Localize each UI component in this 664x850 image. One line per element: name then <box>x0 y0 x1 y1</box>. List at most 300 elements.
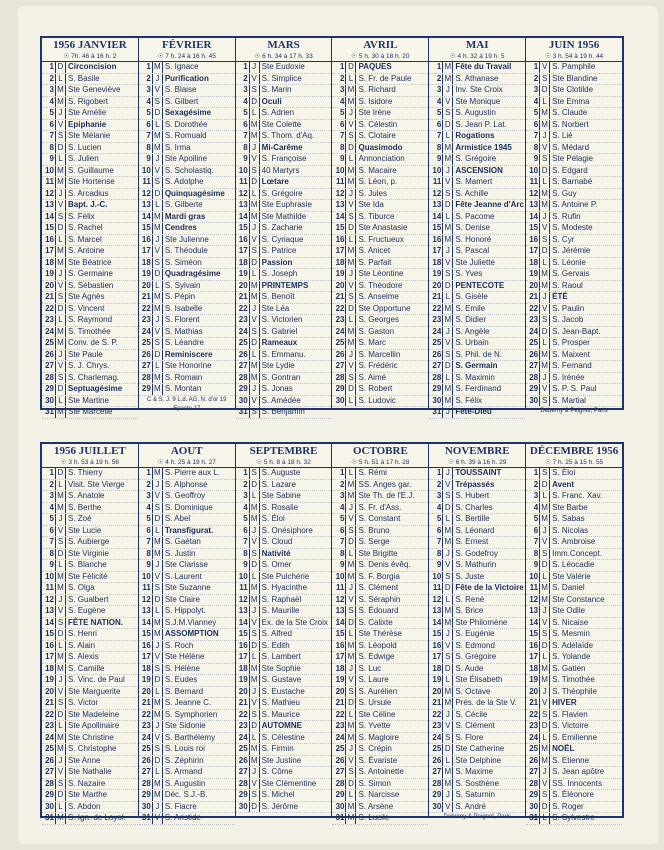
weekday-letter: J <box>442 246 453 257</box>
saint-name: Déc. S.J.-B. <box>164 790 208 799</box>
day-number: 28 <box>141 778 151 788</box>
saint-name: S. Antoine <box>68 246 105 255</box>
saint-name: Ste Mélanie <box>68 131 111 140</box>
weekday-letter: D <box>55 549 66 560</box>
saint-name: S. Victorien <box>261 315 303 324</box>
weekday-letter: M <box>249 292 260 303</box>
day-number: 13 <box>238 200 248 209</box>
saint-name: S. Michel <box>261 790 295 799</box>
weekday-letter: M <box>152 212 163 223</box>
weekday-letter: L <box>152 281 163 292</box>
day-number: 15 <box>45 629 54 638</box>
day-number: 23 <box>141 721 151 730</box>
day-row <box>429 767 525 779</box>
weekday-letter: L <box>539 338 550 349</box>
day-row <box>42 281 138 293</box>
saint-name: Ste Mathilde <box>261 211 307 221</box>
day-row <box>429 200 525 212</box>
weekday-letter: L <box>345 549 356 560</box>
saint-name: S. Antoinette <box>358 767 404 776</box>
weekday-letter: L <box>345 154 356 165</box>
day-row <box>236 223 332 235</box>
day-number: 10 <box>335 165 345 175</box>
day-number: 20 <box>529 280 539 290</box>
weekday-letter: J <box>55 269 66 280</box>
saint-name: S. F. Borgia <box>358 571 400 581</box>
month-title: MAI <box>465 39 489 51</box>
weekday-letter: M <box>152 373 163 384</box>
day-number: 10 <box>529 571 539 581</box>
saint-name: S. Eugène <box>68 606 106 615</box>
day-number: 8 <box>340 548 345 558</box>
weekday-letter: J <box>539 212 550 223</box>
day-number: 8 <box>340 142 345 152</box>
day-number: 15 <box>141 629 151 638</box>
weekday-letter: D <box>539 480 550 491</box>
saint-name: FÊTE NATION. <box>68 617 123 627</box>
month-column <box>331 38 428 408</box>
weekday-letter: J <box>55 514 66 525</box>
day-number: 13 <box>432 606 442 615</box>
day-row <box>139 166 235 178</box>
day-row <box>236 802 332 814</box>
day-number: 10 <box>141 165 151 175</box>
weekday-letter: M <box>442 526 453 537</box>
weekday-letter: D <box>249 802 260 813</box>
day-number: 23 <box>529 721 539 730</box>
weekday-letter: M <box>539 583 550 594</box>
saint-name: S. Edgard <box>552 165 588 175</box>
day-number: 17 <box>238 652 248 661</box>
day-row <box>236 687 332 699</box>
month-title: OCTOBRE <box>352 445 408 457</box>
saint-name: S. Rémi <box>358 468 387 477</box>
day-number: 21 <box>45 698 54 707</box>
day-number: 25 <box>141 338 151 347</box>
day-number: 19 <box>432 269 442 278</box>
day-number: 31 <box>238 407 248 416</box>
day-number: 12 <box>335 188 345 198</box>
day-row <box>429 108 525 120</box>
weekday-letter: S <box>152 338 163 349</box>
day-number: 9 <box>146 154 151 163</box>
weekday-letter: M <box>249 514 260 525</box>
saint-name: S. Emilienne <box>552 732 598 742</box>
weekday-letter: S <box>55 292 66 303</box>
saint-name: S. Symphorien <box>164 709 218 719</box>
day-row <box>332 327 428 339</box>
saint-name: S. Anatole <box>68 491 105 500</box>
day-number: 7 <box>49 131 54 140</box>
day-row <box>429 802 525 814</box>
saint-name: S. Etienne <box>552 755 590 765</box>
weekday-letter: D <box>55 629 66 640</box>
day-number: 18 <box>335 663 345 673</box>
day-row <box>139 480 235 492</box>
saint-name: S. Scholastiq. <box>164 165 214 175</box>
day-row <box>526 62 622 74</box>
weekday-letter: D <box>345 618 356 629</box>
day-number: 27 <box>45 767 54 776</box>
day-number: 22 <box>45 709 54 719</box>
weekday-letter: M <box>249 200 260 211</box>
day-number: 3 <box>49 85 54 94</box>
saint-name: S. Flavien <box>552 709 588 719</box>
day-number: 13 <box>45 606 54 615</box>
weekday-letter: S <box>249 468 260 479</box>
day-row <box>236 200 332 212</box>
weekday-letter: S <box>55 618 66 629</box>
day-row <box>526 675 622 687</box>
day-row <box>332 687 428 699</box>
day-row <box>236 235 332 247</box>
weekday-letter: J <box>249 384 260 395</box>
day-number: 4 <box>146 96 151 106</box>
saint-name: Ste Thérèse <box>358 629 402 638</box>
day-number: 2 <box>533 479 539 489</box>
day-number: 29 <box>45 790 54 799</box>
saint-name: S. Hélène <box>164 663 200 673</box>
saint-name: S. Basile <box>68 73 100 83</box>
saint-name: Transfigurat. <box>164 525 214 535</box>
saint-name: S. Grégoire <box>455 652 497 661</box>
weekday-letter: M <box>345 802 356 813</box>
day-number: 29 <box>238 790 248 799</box>
day-row <box>526 629 622 641</box>
day-number: 6 <box>49 525 54 535</box>
day-number: 3 <box>146 85 151 94</box>
weekday-letter: L <box>152 526 163 537</box>
saint-name: S. Ursule <box>358 698 392 707</box>
day-row <box>526 200 622 212</box>
day-row <box>526 641 622 653</box>
day-row <box>332 733 428 745</box>
sunrise-sunset: ☉ 4 h. 25 à 19 h. 27 <box>139 458 235 468</box>
saint-name: S. Jérôme <box>261 801 299 811</box>
saint-name: Ste Sidonie <box>164 721 206 730</box>
weekday-letter: S <box>539 74 550 85</box>
weekday-letter: J <box>152 721 163 732</box>
saint-name: S. Benjamin <box>261 407 305 416</box>
saint-name: S. Victoire <box>552 721 589 730</box>
weekday-letter: S <box>249 790 260 801</box>
saint-name: S. Maurille <box>261 606 300 615</box>
weekday-letter: M <box>345 480 356 491</box>
weekday-letter: M <box>539 675 550 686</box>
day-number: 20 <box>335 686 345 696</box>
day-row <box>332 74 428 86</box>
day-row <box>332 269 428 281</box>
saint-name: Avent <box>552 479 575 489</box>
day-row <box>332 304 428 316</box>
day-number: 10 <box>238 571 248 581</box>
weekday-letter: S <box>539 710 550 721</box>
weekday-letter: D <box>249 480 260 491</box>
day-number: 28 <box>432 372 442 382</box>
day-row <box>526 327 622 339</box>
day-number: 12 <box>335 594 345 604</box>
day-number: 25 <box>529 338 539 347</box>
weekday-letter: V <box>539 62 550 73</box>
day-row <box>139 350 235 362</box>
saint-name: S. Fr. de Paule <box>358 73 412 83</box>
day-row <box>429 85 525 97</box>
day-number: 30 <box>432 395 442 405</box>
saint-name: Ste Apolline <box>164 154 208 163</box>
weekday-letter: V <box>539 779 550 790</box>
day-row <box>332 396 428 408</box>
saint-name: S. Mesmin <box>552 629 590 638</box>
saint-name: S. Zéphirin <box>164 755 204 765</box>
day-row <box>429 120 525 132</box>
weekday-letter: D <box>442 664 453 675</box>
day-number: 3 <box>340 491 345 500</box>
day-row <box>429 97 525 109</box>
day-number: 1 <box>340 468 345 477</box>
saint-name: S. Séraphin <box>358 594 401 604</box>
saint-name: S. J. Chrys. <box>68 361 110 370</box>
day-number: 28 <box>432 778 442 788</box>
day-number: 20 <box>238 280 248 290</box>
day-number: 7 <box>243 131 248 140</box>
weekday-letter: L <box>152 606 163 617</box>
weekday-letter: J <box>442 407 453 418</box>
saint-name: Sexagésime <box>164 108 212 117</box>
saint-name: S. P. S. Paul <box>552 384 597 393</box>
day-row <box>236 549 332 561</box>
day-row <box>236 790 332 802</box>
saint-name: Ste Léa <box>261 303 290 313</box>
saint-name: Ste Juliette <box>455 257 495 267</box>
weekday-letter: S <box>345 373 356 384</box>
day-row <box>526 281 622 293</box>
saint-name: S. Rosalie <box>261 502 299 512</box>
weekday-letter: J <box>55 350 66 361</box>
weekday-letter: J <box>152 154 163 165</box>
weekday-letter: S <box>249 327 260 338</box>
weekday-letter: S <box>345 606 356 617</box>
weekday-letter: V <box>539 618 550 629</box>
day-number: 24 <box>45 732 54 742</box>
day-row <box>429 373 525 385</box>
saint-name: S. Angèle <box>455 326 490 336</box>
weekday-letter: L <box>249 189 260 200</box>
saint-name: PRINTEMPS <box>261 280 309 290</box>
weekday-letter: S <box>152 258 163 269</box>
day-row <box>332 166 428 178</box>
day-row <box>526 154 622 166</box>
month-column <box>331 444 428 822</box>
saint-name: S. Justin <box>164 548 196 558</box>
day-row <box>429 350 525 362</box>
weekday-letter: M <box>345 338 356 349</box>
saint-name: Inv. Ste Croix <box>455 85 503 94</box>
saint-name: S. Éloi <box>552 468 576 477</box>
day-number: 11 <box>239 177 248 186</box>
day-number: 29 <box>529 384 539 393</box>
saint-name: S. Théophile <box>552 686 597 696</box>
day-row <box>42 396 138 408</box>
weekday-letter: D <box>249 177 260 188</box>
day-number: 24 <box>238 326 248 336</box>
day-row <box>526 710 622 722</box>
day-number: 16 <box>141 234 151 244</box>
day-row <box>236 664 332 676</box>
day-number: 4 <box>146 502 151 512</box>
saint-name: S. Mathieu <box>261 698 300 707</box>
weekday-letter: L <box>249 350 260 361</box>
day-row <box>236 652 332 664</box>
saint-name: S. Dorothée <box>164 119 208 129</box>
weekday-letter: L <box>442 514 453 525</box>
saint-name: S. Hyacinthe <box>261 583 308 592</box>
sunrise-sunset: ☉ 5 h. 8 à 18 h. 32 <box>236 458 332 468</box>
day-row <box>526 572 622 584</box>
saint-name: S. Juste <box>455 571 485 581</box>
saint-name: Ste Colette <box>261 119 302 129</box>
saint-name: S. Pacome <box>455 211 495 221</box>
weekday-letter: L <box>55 721 66 732</box>
saint-name: S. Antoine P. <box>552 200 598 209</box>
day-number: 6 <box>436 119 442 129</box>
day-number: 17 <box>45 246 54 255</box>
day-row <box>332 652 428 664</box>
weekday-letter: D <box>442 583 453 594</box>
sunrise-sunset: ☉ 6 h. 39 à 16 h. 29 <box>429 458 525 468</box>
day-row <box>332 235 428 247</box>
day-number: 2 <box>533 73 539 83</box>
weekday-letter: L <box>55 560 66 571</box>
day-row <box>332 143 428 155</box>
weekday-letter: M <box>152 790 163 801</box>
day-number: 31 <box>141 813 151 822</box>
day-row <box>526 468 622 480</box>
weekday-letter: M <box>345 166 356 177</box>
weekday-letter: J <box>345 744 356 755</box>
day-row <box>139 526 235 538</box>
saint-name: S. Maximin <box>455 372 495 382</box>
day-list <box>236 62 332 419</box>
day-row <box>332 790 428 802</box>
day-row <box>42 526 138 538</box>
day-row <box>236 85 332 97</box>
saint-name: Reminiscere <box>164 349 213 359</box>
saint-name: S. Siméon <box>164 257 202 267</box>
day-number: 7 <box>533 131 539 140</box>
day-number: 19 <box>141 675 151 684</box>
day-number: 6 <box>340 119 345 129</box>
day-row <box>42 549 138 561</box>
day-row <box>139 710 235 722</box>
saint-name: Ste Amélie <box>68 108 107 117</box>
saint-name: S. Athanase <box>455 73 499 83</box>
day-number: 4 <box>436 502 442 512</box>
day-row <box>429 687 525 699</box>
day-number: 20 <box>335 280 345 290</box>
day-row <box>526 304 622 316</box>
weekday-letter: S <box>539 154 550 165</box>
weekday-letter: M <box>539 350 550 361</box>
day-number: 25 <box>432 338 442 347</box>
day-row <box>526 721 622 733</box>
saint-name: Ste Pulchérie <box>261 571 310 581</box>
saint-name: Ste Sophie <box>261 663 301 673</box>
day-number: 23 <box>529 315 539 324</box>
weekday-letter: M <box>249 583 260 594</box>
day-number: 13 <box>529 606 539 615</box>
weekday-letter: J <box>442 327 453 338</box>
day-row <box>526 698 622 710</box>
day-number: 20 <box>529 686 539 696</box>
day-number: 9 <box>436 154 442 163</box>
day-row <box>526 790 622 802</box>
calendar-second-half <box>40 442 624 822</box>
weekday-letter: V <box>345 361 356 372</box>
day-number: 24 <box>141 326 151 336</box>
saint-name: Trépassés <box>455 479 495 489</box>
saint-name: S. Roger <box>552 801 584 811</box>
day-row <box>526 802 622 814</box>
saint-name: S. Auguste <box>261 468 301 477</box>
day-number: 27 <box>529 767 539 776</box>
saint-name: S. Laurent <box>164 571 202 581</box>
weekday-letter: M <box>345 572 356 583</box>
saint-name: S. Adolphe <box>164 177 204 186</box>
saint-name: S. Alfred <box>261 629 292 638</box>
day-number: 24 <box>529 326 539 336</box>
day-row <box>236 560 332 572</box>
weekday-letter: M <box>55 338 66 349</box>
weekday-letter: M <box>442 74 453 85</box>
weekday-letter: S <box>249 629 260 640</box>
saint-name: S. Maurice <box>261 709 300 719</box>
day-number: 22 <box>432 303 442 313</box>
weekday-letter: L <box>249 108 260 119</box>
weekday-letter: J <box>249 304 260 315</box>
day-number: 4 <box>340 502 345 512</box>
saint-name: S. Ferdinand <box>455 384 502 393</box>
weekday-letter: M <box>345 491 356 502</box>
saint-name: S. Édouard <box>358 606 399 615</box>
weekday-letter: D <box>345 223 356 234</box>
day-row <box>236 212 332 224</box>
day-row <box>332 491 428 503</box>
day-row <box>236 189 332 201</box>
day-number: 12 <box>238 594 248 604</box>
day-row <box>236 304 332 316</box>
saint-name: S. Léonard <box>455 525 495 535</box>
saint-name: S. Marin <box>261 85 292 94</box>
saint-name: S. Adélaïde <box>552 640 594 650</box>
saint-name: S. Fiacre <box>164 801 197 811</box>
day-number: 27 <box>141 361 151 370</box>
weekday-letter: M <box>55 166 66 177</box>
day-row <box>139 595 235 607</box>
saint-name: Ste Odile <box>552 606 586 615</box>
saint-name: S. Mamert <box>455 177 493 186</box>
day-row <box>429 503 525 515</box>
saint-name: S. Richard <box>358 85 396 94</box>
saint-name: S. Aristide <box>164 813 201 822</box>
saint-name: S. Léandre <box>164 338 204 347</box>
weekday-letter: S <box>249 246 260 257</box>
saint-name: S. Pascal <box>455 246 490 255</box>
day-number: 23 <box>45 315 54 324</box>
saint-name: S. Serge <box>358 537 390 546</box>
day-number: 2 <box>243 479 248 489</box>
weekday-letter: S <box>539 235 550 246</box>
weekday-letter: L <box>345 235 356 246</box>
